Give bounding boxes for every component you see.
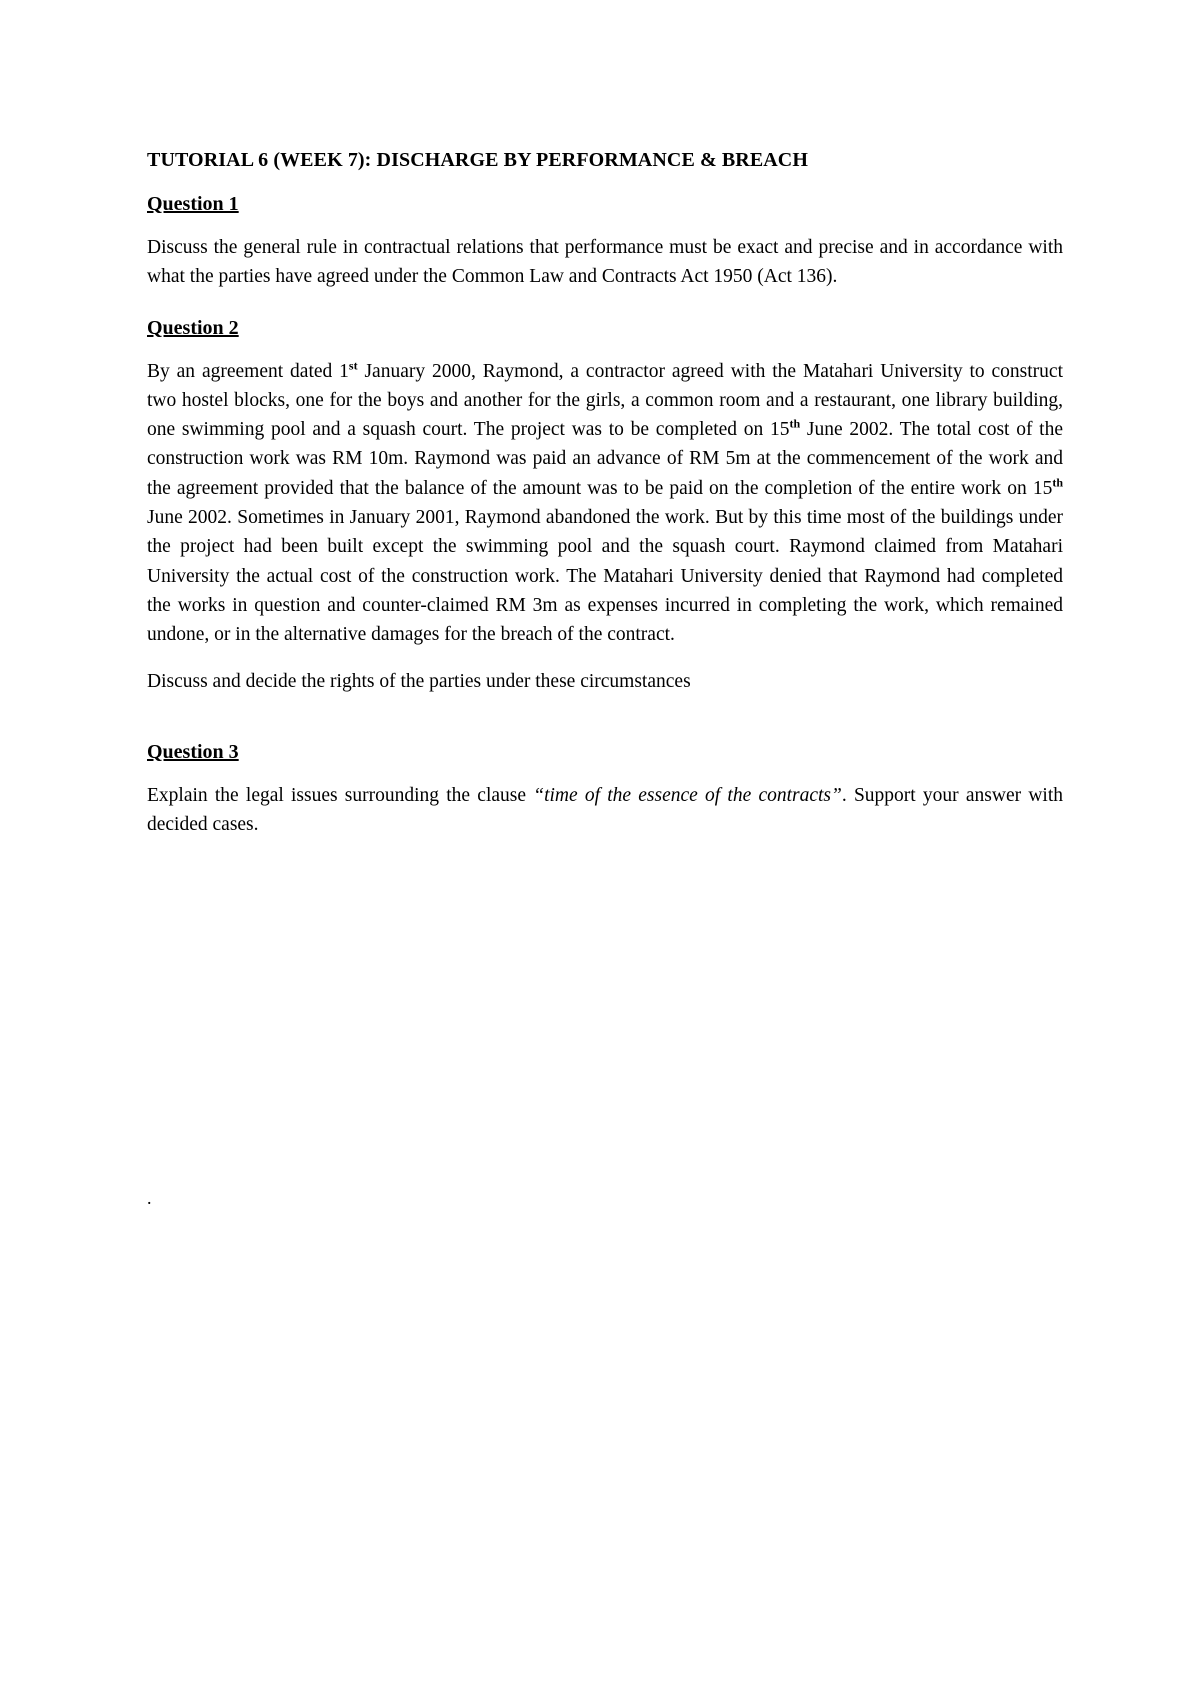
question-2-heading: Question 2	[147, 316, 239, 339]
question-1-text: Discuss the general rule in contractual relations that performance must be exact and precise and in accordance with what the parties have agreed under the Common Law and Contracts Act 1950 (Act 136).	[147, 237, 1063, 288]
scenario-text-part-3: June 2002. The total cost of the construction work was RM 10m. Raymond was paid an advance of RM 5m at the commencement of the work and the agreement provided that the balance of the amount was to be paid on the completion of the entire work on 15	[147, 419, 1064, 499]
document-content	[147, 148, 1063, 839]
question-2-scenario	[147, 357, 1063, 650]
stray-mark: .	[147, 1188, 152, 1208]
question-3-text	[147, 781, 1063, 840]
scenario-text-part-4: June 2002. Sometimes in January 2001, Raymond abandoned the work. But by this time most of the buildings under the project had been built except the swimming pool and the squash court. Raymond claimed from Matahari University the actual cost of the construction work. The Matahari University denied that Raymond had completed the works in question and counter-claimed RM 3m as expenses incurred in completing the work, which remained undone, or in the alternative damages for the breach of the contract.	[147, 507, 1063, 646]
question-3-text-part-1: Explain the legal issues surrounding the clause	[147, 784, 534, 806]
quoted-clause: “time of the essence of the contracts”	[533, 784, 842, 806]
question-3-text-part-2: . Support your answer with decided cases.	[147, 784, 1063, 836]
question-3-heading: Question 3	[147, 740, 239, 763]
ordinal-suffix: st	[348, 358, 358, 373]
ordinal-suffix: th	[789, 416, 801, 431]
scenario-text-part-2: January 2000, Raymond, a contractor agreed with the Matahari University to construct two hostel blocks, one for the boys and another for the girls, a common room and a restaurant, one library building, one swimming pool and a squash court. The project was to be completed on 15	[147, 360, 1063, 441]
scenario-text-part-1: By an agreement dated 1	[147, 360, 349, 382]
ordinal-suffix: th	[1052, 475, 1063, 490]
question-2-instruction: Discuss and decide the rights of the parties under these circumstances	[147, 670, 691, 692]
question-1-heading: Question 1	[147, 193, 239, 215]
document-title: TUTORIAL 6 (WEEK 7): DISCHARGE BY PERFORMANCE & BREACH	[147, 149, 809, 171]
